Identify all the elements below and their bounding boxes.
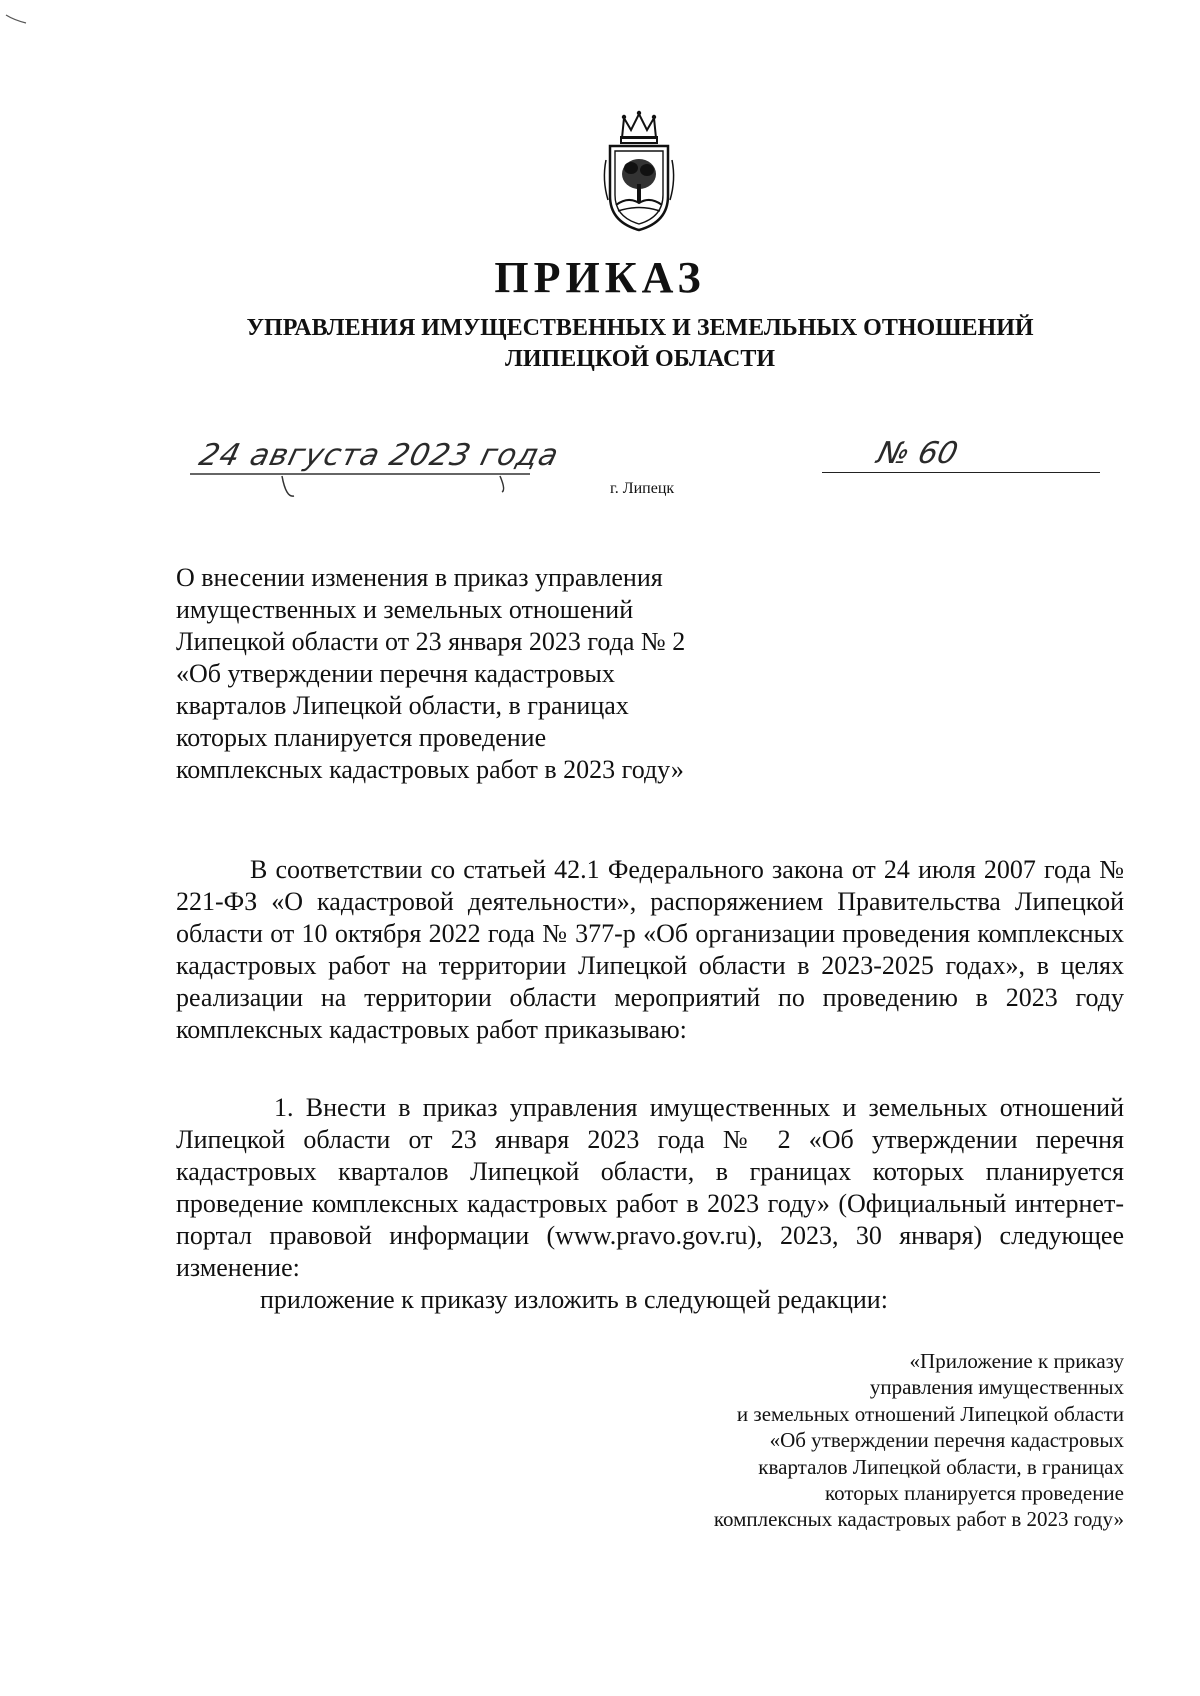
item-1-subparagraph: приложение к приказу изложить в следующей редакции: [260,1285,888,1314]
authority-line-2: ЛИПЕЦКОЙ ОБЛАСТИ [505,346,775,372]
appendix-line: которых планируется проведение [825,1481,1124,1506]
handwritten-number: № 60 [873,436,962,471]
order-body [176,854,1124,1316]
subject-line: комплексных кадастровых работ в 2023 году» [176,755,684,784]
appendix-line: кварталов Липецкой области, в границах [758,1454,1124,1479]
subject-line: «Об утверждении перечня кадастровых [176,659,615,688]
appendix-line: комплексных кадастровых работ в 2023 году» [713,1507,1124,1532]
lipetsk-coat-of-arms-icon [600,110,678,234]
appendix-line: управления имущественных [869,1375,1124,1400]
subject-line: О внесении изменения в приказ управления [176,563,663,592]
appendix-heading [600,1348,1124,1533]
item-1-paragraph: 1. Внести в приказ управления имущественных и земельных отношений Липецкой области от 23 января 2023 года № 2 «Об утверждении перечня кадастровых кварталов Липецкой области, в границах которых планируется проведение комплексных кадастровых работ в 2023 году» (Официальный интернет-портал правовой информации (www.pravo.gov.ru), 2023, 30 января) следующее изменение: [176,1093,1124,1282]
appendix-line: «Приложение к приказу [909,1349,1124,1373]
subject-line: имущественных и земельных отношений [176,595,634,624]
authority-line-1: УПРАВЛЕНИЯ ИМУЩЕСТВЕННЫХ И ЗЕМЕЛЬНЫХ ОТНОШЕНИЙ [246,315,1034,341]
scan-mark [4,12,30,26]
order-subject [176,562,796,786]
issuing-authority [160,313,1120,375]
date-underline [190,472,590,508]
appendix-line: «Об утверждении перечня кадастровых [769,1428,1124,1453]
preamble-paragraph: В соответствии со статьей 42.1 Федерального закона от 24 июля 2007 года № 221-ФЗ «О кадастровой деятельности», распоряжением Правительства Липецкой области от 10 октября 2022 года № 377-р «Об организации проведения комплексных кадастровых работ на территории Липецкой области в 2023-2025 годах», в целях реализации на территории области мероприятий по проведению в 2023 году комплексных кадастровых работ приказываю: [176,855,1124,1044]
subject-line: которых планируется проведение [176,723,547,752]
subject-line: Липецкой области от 23 января 2023 года № 2 [176,627,686,656]
city-label: г. Липецк [610,480,675,497]
number-underline [822,472,1100,473]
subject-line: кварталов Липецкой области, в границах [176,691,629,720]
appendix-line: и земельных отношений Липецкой области [736,1401,1124,1426]
handwritten-date: 24 августа 2023 года [195,438,563,473]
document-title: ПРИКАЗ [494,253,706,302]
